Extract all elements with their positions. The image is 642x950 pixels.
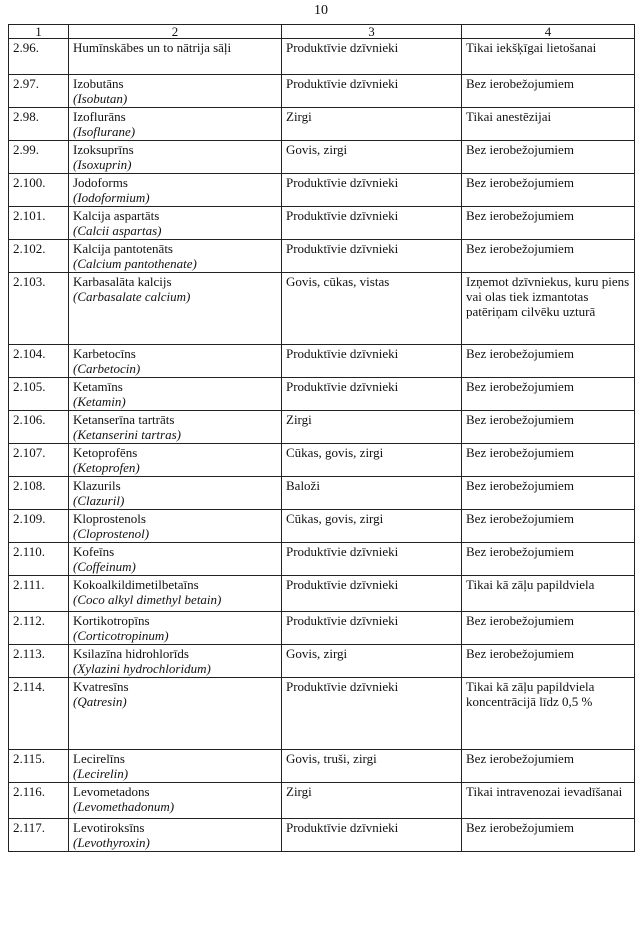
table-row (9, 240, 635, 273)
substance-cell (69, 141, 282, 174)
row-number: 2.111. (9, 576, 69, 612)
table-row (9, 39, 635, 75)
column-header: 4 (462, 25, 635, 39)
table-row (9, 273, 635, 345)
row-number: 2.104. (9, 345, 69, 378)
species-cell: Produktīvie dzīvnieki (282, 576, 462, 612)
table-row (9, 510, 635, 543)
species-cell: Produktīvie dzīvnieki (282, 378, 462, 411)
substance-latin-name: (Clazuril) (73, 493, 125, 508)
table-row (9, 207, 635, 240)
substance-latin-name: (Coffeinum) (73, 559, 136, 574)
table-row (9, 543, 635, 576)
substance-cell (69, 207, 282, 240)
substance-name: Izoflurāns (73, 109, 126, 124)
substance-cell (69, 576, 282, 612)
substance-name: Levotiroksīns (73, 820, 145, 835)
substance-cell (69, 273, 282, 345)
substance-cell (69, 543, 282, 576)
row-number: 2.103. (9, 273, 69, 345)
row-number: 2.110. (9, 543, 69, 576)
substance-name: Lecirelīns (73, 751, 125, 766)
substance-name: Ketanserīna tartrāts (73, 412, 175, 427)
substance-latin-name: (Isoxuprin) (73, 157, 132, 172)
substance-cell (69, 240, 282, 273)
table-header-row (9, 25, 635, 39)
substance-cell (69, 510, 282, 543)
substance-cell (69, 75, 282, 108)
table-row (9, 477, 635, 510)
restriction-cell: Tikai kā zāļu papildviela koncentrācijā līdz 0,5 % (462, 678, 635, 750)
substance-name: Ketamīns (73, 379, 123, 394)
substance-name: Kalcija pantotenāts (73, 241, 173, 256)
restriction-cell: Bez ierobežojumiem (462, 612, 635, 645)
species-cell: Cūkas, govis, zirgi (282, 510, 462, 543)
substance-latin-name: (Calcium pantothenate) (73, 256, 197, 271)
substance-name: Ketoprofēns (73, 445, 138, 460)
restriction-cell: Tikai iekšķīgai lietošanai (462, 39, 635, 75)
substance-latin-name: (Lecirelin) (73, 766, 129, 781)
species-cell: Produktīvie dzīvnieki (282, 75, 462, 108)
row-number: 2.100. (9, 174, 69, 207)
substance-latin-name: (Corticotropinum) (73, 628, 169, 643)
substance-cell (69, 39, 282, 75)
restriction-cell: Bez ierobežojumiem (462, 645, 635, 678)
species-cell: Produktīvie dzīvnieki (282, 612, 462, 645)
table-row (9, 345, 635, 378)
table-row (9, 678, 635, 750)
substance-latin-name: (Calcii aspartas) (73, 223, 162, 238)
row-number: 2.115. (9, 750, 69, 783)
restriction-cell: Bez ierobežojumiem (462, 75, 635, 108)
substance-name: Karbetocīns (73, 346, 136, 361)
substance-name: Jodoforms (73, 175, 128, 190)
substance-latin-name: (Ketanserini tartras) (73, 427, 181, 442)
substance-name: Karbasalāta kalcijs (73, 274, 172, 289)
substance-cell (69, 645, 282, 678)
row-number: 2.96. (9, 39, 69, 75)
substance-name: Kortikotropīns (73, 613, 150, 628)
table-body (9, 39, 635, 852)
species-cell: Zirgi (282, 411, 462, 444)
row-number: 2.102. (9, 240, 69, 273)
table-row (9, 576, 635, 612)
restriction-cell: Bez ierobežojumiem (462, 174, 635, 207)
species-cell: Govis, zirgi (282, 645, 462, 678)
species-cell: Baloži (282, 477, 462, 510)
substance-cell (69, 678, 282, 750)
row-number: 2.105. (9, 378, 69, 411)
row-number: 2.107. (9, 444, 69, 477)
substance-latin-name: (Carbetocin) (73, 361, 141, 376)
row-number: 2.101. (9, 207, 69, 240)
substance-name: Kokoalkildimetilbetaīns (73, 577, 199, 592)
restriction-cell: Bez ierobežojumiem (462, 444, 635, 477)
row-number: 2.99. (9, 141, 69, 174)
column-header: 3 (282, 25, 462, 39)
species-cell: Produktīvie dzīvnieki (282, 207, 462, 240)
substance-latin-name: (Isobutan) (73, 91, 128, 106)
restriction-cell: Bez ierobežojumiem (462, 543, 635, 576)
substance-latin-name: (Ketamin) (73, 394, 126, 409)
row-number: 2.112. (9, 612, 69, 645)
species-cell: Produktīvie dzīvnieki (282, 39, 462, 75)
substance-cell (69, 612, 282, 645)
restriction-cell: Bez ierobežojumiem (462, 510, 635, 543)
substance-cell (69, 819, 282, 852)
species-cell: Govis, cūkas, vistas (282, 273, 462, 345)
substance-name: Klazurils (73, 478, 121, 493)
species-cell: Produktīvie dzīvnieki (282, 543, 462, 576)
column-header: 1 (9, 25, 69, 39)
restriction-cell: Bez ierobežojumiem (462, 240, 635, 273)
substance-cell (69, 411, 282, 444)
table-row (9, 783, 635, 819)
table-row (9, 75, 635, 108)
table-row (9, 819, 635, 852)
substance-name: Kalcija aspartāts (73, 208, 160, 223)
restriction-cell: Tikai kā zāļu papildviela (462, 576, 635, 612)
row-number: 2.108. (9, 477, 69, 510)
page-number: 10 (314, 3, 328, 18)
restriction-cell: Izņemot dzīvniekus, kuru piens vai olas tiek izmantotas patēriņam cilvēku uzturā (462, 273, 635, 345)
substance-name: Izobutāns (73, 76, 124, 91)
substance-latin-name: (Levothyroxin) (73, 835, 150, 850)
column-header: 2 (69, 25, 282, 39)
table-row (9, 444, 635, 477)
restriction-cell: Bez ierobežojumiem (462, 207, 635, 240)
restriction-cell: Tikai anestēzijai (462, 108, 635, 141)
substance-cell (69, 174, 282, 207)
substance-name: Kofeīns (73, 544, 115, 559)
substance-latin-name: (Ketoprofen) (73, 460, 140, 475)
table-row (9, 750, 635, 783)
row-number: 2.116. (9, 783, 69, 819)
restriction-cell: Bez ierobežojumiem (462, 378, 635, 411)
substance-cell (69, 477, 282, 510)
substance-cell (69, 783, 282, 819)
substance-latin-name: (Qatresin) (73, 694, 127, 709)
table-row (9, 378, 635, 411)
species-cell: Produktīvie dzīvnieki (282, 819, 462, 852)
row-number: 2.113. (9, 645, 69, 678)
restriction-cell: Tikai intravenozai ievadīšanai (462, 783, 635, 819)
substance-latin-name: (Xylazini hydrochloridum) (73, 661, 211, 676)
table-row (9, 108, 635, 141)
species-cell: Produktīvie dzīvnieki (282, 174, 462, 207)
species-cell: Cūkas, govis, zirgi (282, 444, 462, 477)
substance-cell (69, 345, 282, 378)
table-row (9, 612, 635, 645)
substance-latin-name: (Isoflurane) (73, 124, 136, 139)
substance-name: Ksilazīna hidrohlorīds (73, 646, 189, 661)
row-number: 2.98. (9, 108, 69, 141)
restriction-cell: Bez ierobežojumiem (462, 411, 635, 444)
restriction-cell: Bez ierobežojumiem (462, 750, 635, 783)
table-row (9, 141, 635, 174)
species-cell: Produktīvie dzīvnieki (282, 240, 462, 273)
substance-name: Levometadons (73, 784, 150, 799)
restriction-cell: Bez ierobežojumiem (462, 345, 635, 378)
row-number: 2.117. (9, 819, 69, 852)
row-number: 2.114. (9, 678, 69, 750)
substance-cell (69, 750, 282, 783)
substance-cell (69, 378, 282, 411)
substance-latin-name: (Iodoformium) (73, 190, 150, 205)
substance-name: Kloprostenols (73, 511, 146, 526)
substance-latin-name: (Carbasalate calcium) (73, 289, 191, 304)
row-number: 2.97. (9, 75, 69, 108)
species-cell: Govis, truši, zirgi (282, 750, 462, 783)
species-cell: Produktīvie dzīvnieki (282, 678, 462, 750)
restriction-cell: Bez ierobežojumiem (462, 477, 635, 510)
row-number: 2.109. (9, 510, 69, 543)
substances-table (8, 24, 635, 852)
species-cell: Produktīvie dzīvnieki (282, 345, 462, 378)
substance-latin-name: (Coco alkyl dimethyl betain) (73, 592, 222, 607)
restriction-cell: Bez ierobežojumiem (462, 819, 635, 852)
table-row (9, 174, 635, 207)
substance-cell (69, 444, 282, 477)
substance-name: Izoksuprīns (73, 142, 134, 157)
species-cell: Zirgi (282, 108, 462, 141)
table-row (9, 645, 635, 678)
table-row (9, 411, 635, 444)
species-cell: Zirgi (282, 783, 462, 819)
substance-latin-name: (Cloprostenol) (73, 526, 150, 541)
substance-name: Humīnskābes un to nātrija sāļi (73, 40, 232, 55)
substance-cell (69, 108, 282, 141)
row-number: 2.106. (9, 411, 69, 444)
restriction-cell: Bez ierobežojumiem (462, 141, 635, 174)
substance-latin-name: (Levomethadonum) (73, 799, 175, 814)
substance-name: Kvatresīns (73, 679, 129, 694)
species-cell: Govis, zirgi (282, 141, 462, 174)
